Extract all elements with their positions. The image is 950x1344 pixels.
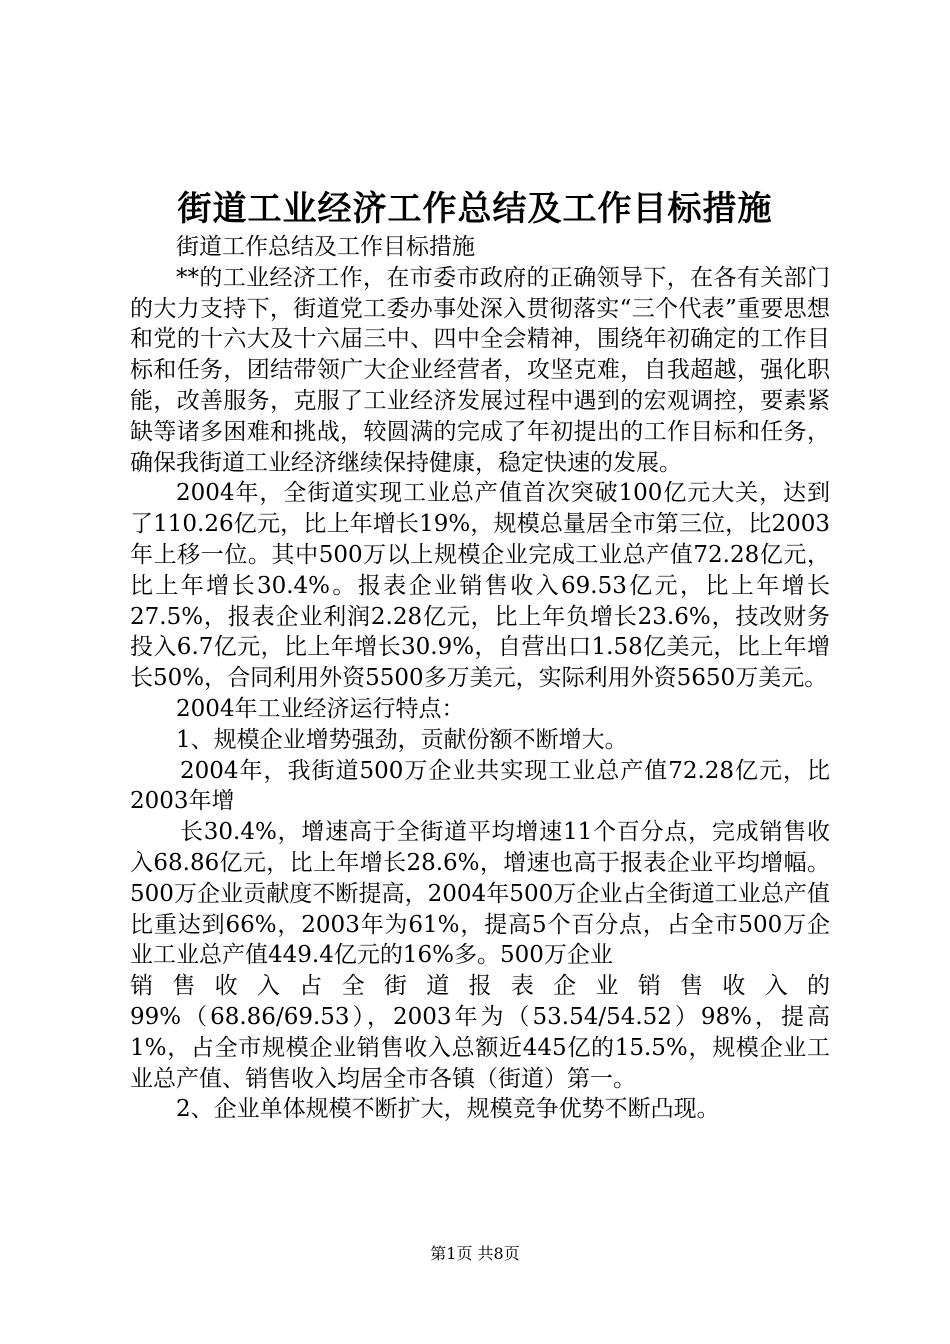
paragraph-point-1-detail-c: 销售收入占全街道报表企业销售收入的 bbox=[130, 973, 830, 1000]
paragraph-point-1-detail-a: 2004年，我街道500万企业共实现工业总产值72.28亿元，比2003年增 bbox=[130, 757, 830, 815]
page-number: 第1页 共8页 bbox=[430, 1244, 520, 1263]
paragraph-features-heading: 2004年工业经济运行特点： bbox=[176, 695, 465, 722]
paragraph-subtitle: 街道工作总结及工作目标措施 bbox=[176, 234, 475, 260]
paragraph-2004-summary: 2004年，全街道实现工业总产值首次突破100亿元大关，达到了110.26亿元，比上年增长19%，规模总量居全市第三位，比2003年上移一位。其中500万以上规模企业完成工业总产值72.28亿元，比上年增长30.4%。报表企业销售收入69.53亿元，比上年增长27.5%，报表企业利润2.28亿元，比上年负增长23.6%，技改财务投入6.7亿元，比上年增长30.9%，自营出口1.58亿美元，比上年增长50%，合同利用外资5500多万美元，实际利用外资5650万美元。 bbox=[130, 480, 830, 692]
paragraph-point-1: 1、规模企业增势强劲，贡献份额不断增大。 bbox=[176, 726, 628, 753]
paragraph-point-2: 2、企业单体规模不断扩大，规模竞争优势不断凸现。 bbox=[176, 1096, 720, 1123]
paragraph-point-1-detail-d: 99%（68.86/69.53），2003年为（53.54/54.52）98%，提高1%，占全市规模企业销售收入总额近445亿的15.5%，规模企业工业总产值、销售收入均居全市各镇（街道）第一。 bbox=[130, 1003, 830, 1092]
document-body bbox=[130, 232, 830, 1125]
document-title: 街道工业经济工作总结及工作目标措施 bbox=[177, 189, 773, 229]
paragraph-point-1-detail-b: 长30.4%，增速高于全街道平均增速11个百分点，完成销售收入68.86亿元，比上年增长28.6%，增速也高于报表企业平均增幅。500万企业贡献度不断提高，2004年500万企业占全街道工业总产值比重达到66%，2003年为61%，提高5个百分点，占全市500万企业工业总产值449.4亿元的16%多。500万企业 bbox=[130, 819, 830, 969]
paragraph-intro: **的工业经济工作，在市委市政府的正确领导下，在各有关部门的大力支持下，街道党工委办事处深入贯彻落实“三个代表”重要思想和党的十六大及十六届三中、四中全会精神，围绕年初确定的工作目标和任务，团结带领广大企业经营者，攻坚克难，自我超越，强化职能，改善服务，克服了工业经济发展过程中遇到的宏观调控，要素紧缺等诸多困难和挑战，较圆满的完成了年初提出的工作目标和任务，确保我街道工业经济继续保持健康，稳定快速的发展。 bbox=[130, 264, 830, 476]
